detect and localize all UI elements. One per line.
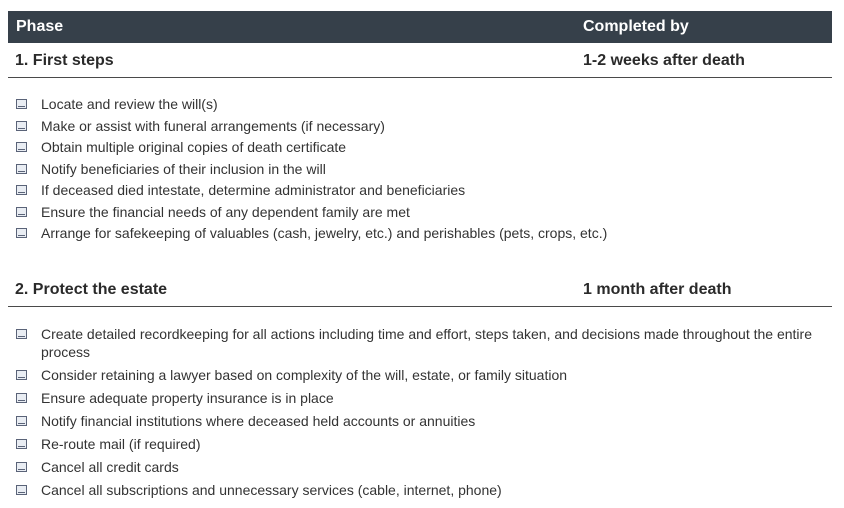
checklist-item: [16, 325, 816, 361]
checkbox[interactable]: [16, 121, 27, 131]
checklist-item-label: If deceased died intestate, determine administrator and beneficiaries: [41, 182, 466, 198]
checkbox[interactable]: [16, 207, 27, 217]
checklist-item: [16, 481, 816, 499]
section-deadline: 1 month after death: [583, 281, 732, 298]
checklist-item-label: Re-route mail (if required): [41, 436, 201, 452]
section-deadline: 1-2 weeks after death: [583, 52, 745, 69]
checklist-item: [16, 181, 816, 199]
checklist-item-label: Notify beneficiaries of their inclusion in the will: [41, 160, 326, 177]
checklist-item: [16, 389, 816, 407]
section-header-first-steps: [8, 44, 832, 78]
checkbox[interactable]: [16, 439, 27, 449]
checkbox[interactable]: [16, 228, 27, 238]
checklist-item-label: Create detailed recordkeeping for all actions including time and effort, steps taken, and decisions made throughout the entire process: [41, 326, 812, 360]
checkbox[interactable]: [16, 416, 27, 426]
checkbox[interactable]: [16, 99, 27, 109]
section-header-protect-estate: [8, 273, 832, 307]
checkbox[interactable]: [16, 462, 27, 472]
checkbox[interactable]: [16, 164, 27, 174]
checklist-item-label: Locate and review the will(s): [41, 96, 218, 112]
checklist-first-steps: [16, 95, 816, 242]
checkbox[interactable]: [16, 329, 27, 339]
checklist-item: [16, 203, 816, 221]
checklist-item: [16, 117, 816, 135]
checklist-item: [16, 412, 816, 430]
checkbox[interactable]: [16, 485, 27, 495]
checkbox[interactable]: [16, 370, 27, 380]
checklist-item-label: Ensure adequate property insurance is in place: [41, 390, 334, 406]
phase-column-header: Phase: [16, 18, 64, 35]
checkbox[interactable]: [16, 142, 27, 152]
completed-by-column-header: Completed by: [583, 18, 689, 35]
checklist-item-label: Notify financial institutions where deceased held accounts or annuities: [41, 413, 476, 429]
section-title: 2. Protect the estate: [15, 281, 168, 298]
checklist-item-label: Arrange for safekeeping of valuables (cash, jewelry, etc.) and perishables (pets, crops, etc.): [41, 225, 608, 241]
checklist-item: [16, 366, 816, 384]
checklist-item-label: Make or assist with funeral arrangements (if necessary): [41, 117, 385, 134]
checklist-item: [16, 224, 816, 242]
section-title: 1. First steps: [15, 52, 114, 69]
checklist-protect-estate: [16, 325, 816, 499]
checklist-item: [16, 458, 816, 476]
checklist-item: [16, 435, 816, 453]
checklist-item: [16, 138, 816, 156]
checklist-item-label: Cancel all credit cards: [41, 459, 179, 475]
checklist-item-label: Cancel all subscriptions and unnecessary services (cable, internet, phone): [41, 482, 502, 498]
checklist-item: [16, 160, 816, 178]
checkbox[interactable]: [16, 185, 27, 195]
checkbox[interactable]: [16, 393, 27, 403]
checklist-item: [16, 95, 816, 113]
table-header: [8, 11, 832, 43]
checklist-item-label: Consider retaining a lawyer based on complexity of the will, estate, or family situation: [41, 367, 568, 383]
checklist-item-label: Obtain multiple original copies of death certificate: [41, 139, 347, 155]
checklist-item-label: Ensure the financial needs of any dependent family are met: [41, 203, 410, 220]
